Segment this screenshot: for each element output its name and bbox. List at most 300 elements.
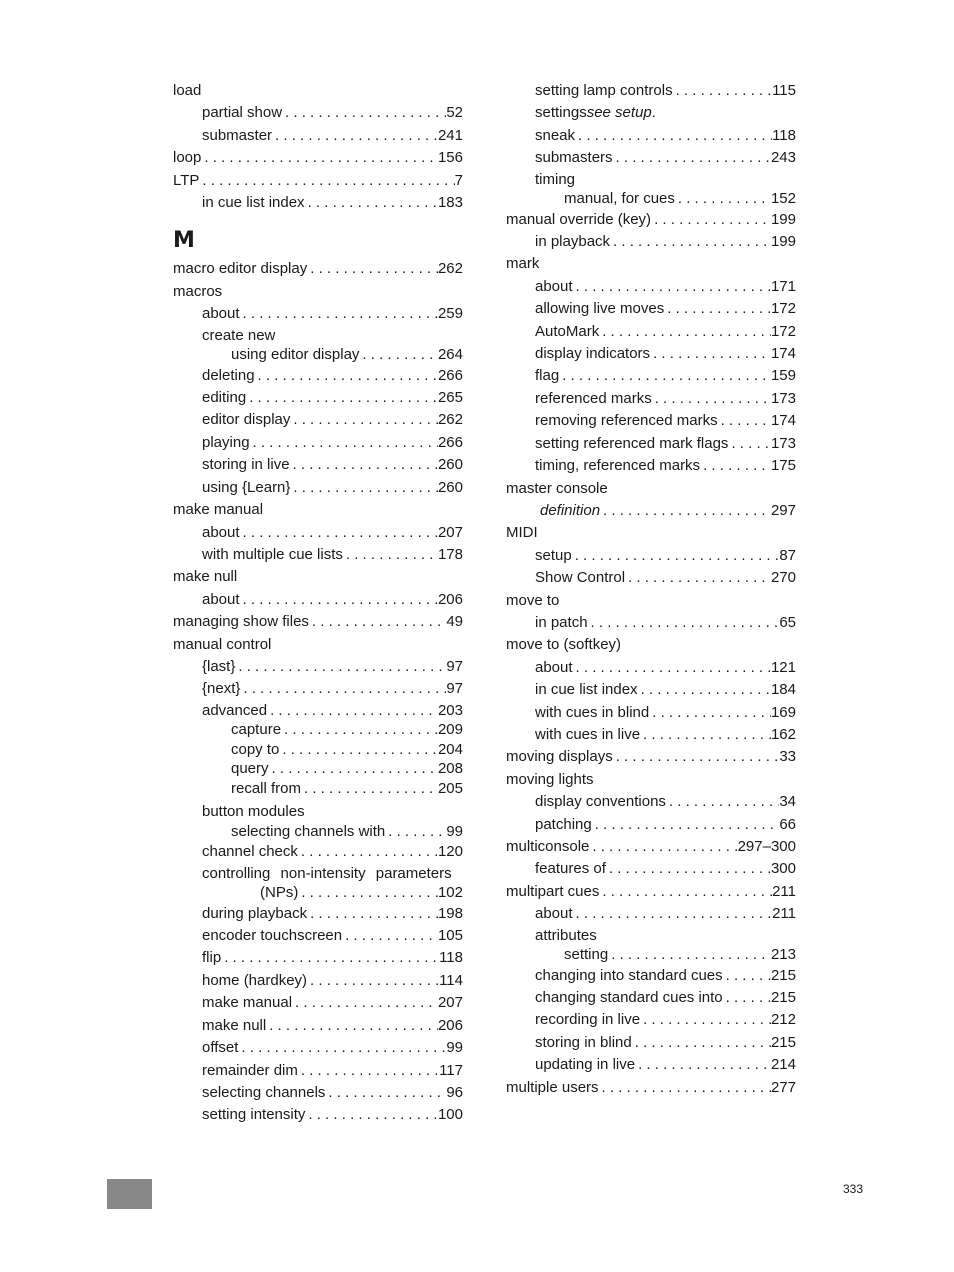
dot-leader bbox=[573, 903, 773, 925]
index-term: flag bbox=[535, 367, 560, 385]
index-term: in patch bbox=[535, 613, 588, 631]
index-subentry bbox=[506, 365, 796, 387]
dot-leader bbox=[246, 387, 438, 409]
page-reference: 152 bbox=[770, 190, 796, 208]
page-reference: 211 bbox=[772, 882, 796, 900]
index-entry bbox=[173, 634, 463, 656]
index-term: Show Control bbox=[535, 569, 626, 587]
index-subentry bbox=[506, 1009, 796, 1031]
index-term: move to bbox=[506, 591, 560, 609]
page-reference: 209 bbox=[437, 721, 463, 739]
page-reference: 199 bbox=[770, 210, 796, 228]
page-reference: 118 bbox=[772, 126, 796, 144]
page-reference: 241 bbox=[437, 126, 463, 144]
index-term: recall from bbox=[231, 779, 302, 797]
page-reference: 199 bbox=[770, 233, 796, 251]
index-term: setting lamp controls bbox=[535, 82, 673, 99]
dot-leader bbox=[599, 881, 772, 903]
index-subentry bbox=[173, 822, 463, 842]
index-subentry bbox=[173, 970, 463, 992]
dot-leader bbox=[342, 925, 438, 947]
page-reference: 198 bbox=[437, 904, 463, 922]
dot-leader bbox=[279, 740, 438, 760]
index-subentry bbox=[173, 992, 463, 1014]
page-reference: 174 bbox=[770, 412, 796, 430]
dot-leader bbox=[589, 836, 737, 858]
index-term: manual, for cues bbox=[564, 190, 675, 208]
page-reference: 156 bbox=[437, 149, 463, 167]
index-term: allowing live moves bbox=[535, 300, 665, 318]
page-reference: 265 bbox=[437, 389, 463, 407]
index-term: about bbox=[535, 277, 573, 295]
page-reference: 208 bbox=[437, 760, 463, 778]
index-term: master console bbox=[506, 479, 608, 497]
index-subentry bbox=[173, 759, 463, 779]
dot-leader bbox=[307, 903, 438, 925]
dot-leader bbox=[272, 125, 438, 147]
index-term: using {Learn} bbox=[202, 478, 291, 496]
page-reference: 52 bbox=[446, 104, 463, 122]
page-reference: 120 bbox=[437, 843, 463, 861]
index-term: multipart cues bbox=[506, 882, 600, 900]
dot-leader bbox=[325, 1082, 446, 1104]
index-term: managing show files bbox=[173, 613, 309, 631]
dot-leader bbox=[592, 814, 780, 836]
index-subentry bbox=[173, 925, 463, 947]
index-term: during playback bbox=[202, 904, 308, 922]
index-subentry bbox=[506, 657, 796, 679]
index-entry bbox=[506, 253, 796, 275]
index-term: about bbox=[535, 905, 573, 923]
dot-leader bbox=[673, 80, 773, 102]
page-reference: 100 bbox=[437, 1106, 463, 1124]
page-reference: 178 bbox=[437, 545, 463, 563]
page-reference: 7 bbox=[454, 171, 463, 189]
index-subentry bbox=[173, 779, 463, 799]
index-subentry bbox=[173, 903, 463, 925]
dot-leader bbox=[250, 432, 438, 454]
dot-leader bbox=[625, 567, 771, 589]
index-term: submaster bbox=[202, 126, 273, 144]
index-term: {last} bbox=[202, 657, 236, 675]
dot-leader bbox=[240, 522, 438, 544]
dot-leader bbox=[588, 612, 780, 634]
index-term: manual control bbox=[173, 635, 272, 653]
index-subentry bbox=[173, 1037, 463, 1059]
dot-leader bbox=[700, 455, 771, 477]
index-subentry bbox=[506, 987, 796, 1009]
dot-leader bbox=[651, 209, 771, 231]
index-subentry bbox=[506, 903, 796, 925]
page-reference: 173 bbox=[770, 434, 796, 452]
dot-leader bbox=[723, 987, 771, 1009]
page-reference: 96 bbox=[446, 1083, 463, 1101]
index-term: loop bbox=[173, 149, 202, 167]
dot-leader bbox=[307, 258, 438, 280]
index-term: make manual bbox=[202, 994, 293, 1012]
index-entry bbox=[506, 881, 796, 903]
dot-leader bbox=[385, 822, 446, 842]
index-subentry bbox=[506, 500, 796, 522]
index-entry bbox=[173, 258, 463, 280]
dot-leader bbox=[718, 410, 771, 432]
dot-leader bbox=[221, 947, 439, 969]
index-subentry bbox=[506, 80, 796, 102]
page-number: 333 bbox=[843, 1182, 864, 1196]
index-term: in playback bbox=[535, 233, 611, 251]
dot-leader bbox=[292, 992, 438, 1014]
index-term: setup bbox=[535, 546, 572, 564]
index-subentry bbox=[506, 433, 796, 455]
dot-leader bbox=[728, 433, 771, 455]
index-subentry bbox=[173, 303, 463, 325]
index-subentry bbox=[173, 1082, 463, 1104]
dot-leader bbox=[650, 343, 771, 365]
dot-leader bbox=[281, 720, 438, 740]
page-reference: 105 bbox=[437, 927, 463, 945]
index-subentry bbox=[506, 1054, 796, 1076]
index-term: MIDI bbox=[506, 524, 538, 542]
dot-leader bbox=[613, 746, 780, 768]
page-reference: 214 bbox=[770, 1056, 796, 1074]
footer-tab bbox=[107, 1179, 152, 1209]
dot-leader bbox=[290, 409, 438, 431]
index-term: editor display bbox=[202, 411, 291, 429]
index-term: moving lights bbox=[506, 770, 594, 788]
dot-leader bbox=[290, 477, 438, 499]
index-subentry bbox=[173, 432, 463, 454]
page-reference: 212 bbox=[770, 1011, 796, 1029]
index-term: make null bbox=[173, 568, 238, 586]
index-term: channel check bbox=[202, 843, 298, 861]
index-subentry bbox=[506, 945, 796, 965]
index-subentry bbox=[173, 1015, 463, 1037]
cross-reference-punct: . bbox=[651, 104, 656, 122]
dot-leader bbox=[269, 759, 438, 779]
index-term: {next} bbox=[202, 680, 241, 698]
index-term: timing, referenced marks bbox=[535, 457, 701, 475]
page-reference: 260 bbox=[437, 456, 463, 474]
dot-leader bbox=[240, 678, 446, 700]
page-reference: 172 bbox=[770, 322, 796, 340]
index-term: moving displays bbox=[506, 748, 613, 766]
index-column-left bbox=[173, 80, 463, 1127]
dot-leader bbox=[235, 656, 446, 678]
index-subentry bbox=[506, 1032, 796, 1054]
page-reference: 184 bbox=[770, 681, 796, 699]
index-term: attributes bbox=[535, 926, 597, 944]
index-entry bbox=[506, 769, 796, 791]
index-subentry bbox=[506, 455, 796, 477]
dot-leader bbox=[309, 611, 446, 633]
page-reference: 115 bbox=[772, 82, 796, 99]
index-subentry bbox=[506, 298, 796, 320]
index-entry bbox=[173, 566, 463, 588]
index-term: changing into standard cues bbox=[535, 966, 723, 984]
dot-leader bbox=[613, 147, 771, 169]
index-term: setting bbox=[564, 946, 609, 964]
index-term: submasters bbox=[535, 149, 613, 167]
page-reference: 260 bbox=[437, 478, 463, 496]
index-subentry bbox=[173, 740, 463, 760]
index-term: timing bbox=[535, 170, 576, 188]
dot-leader bbox=[201, 147, 438, 169]
index-term: encoder touchscreen bbox=[202, 927, 343, 945]
index-entry bbox=[173, 170, 463, 192]
index-subentry bbox=[506, 926, 796, 946]
page-reference: 207 bbox=[437, 994, 463, 1012]
page-reference: 66 bbox=[779, 815, 796, 833]
dot-leader bbox=[666, 791, 779, 813]
index-subentry bbox=[173, 522, 463, 544]
index-term: definition bbox=[540, 501, 601, 519]
dot-leader bbox=[573, 276, 771, 298]
index-subentry bbox=[173, 678, 463, 700]
index-subentry bbox=[173, 365, 463, 387]
index-subentry bbox=[506, 231, 796, 253]
page-reference: 65 bbox=[779, 613, 796, 631]
index-term: remainder dim bbox=[202, 1061, 298, 1079]
index-entry bbox=[173, 611, 463, 633]
dot-leader bbox=[640, 724, 771, 746]
dot-leader bbox=[343, 544, 438, 566]
dot-leader bbox=[600, 500, 771, 522]
page-reference: 173 bbox=[770, 389, 796, 407]
index-subentry bbox=[173, 326, 463, 346]
page-reference: 174 bbox=[770, 345, 796, 363]
dot-leader bbox=[282, 102, 446, 124]
index-entry bbox=[506, 634, 796, 656]
dot-leader bbox=[649, 702, 771, 724]
index-subentry bbox=[173, 477, 463, 499]
index-term: create new bbox=[202, 326, 276, 344]
index-subentry bbox=[506, 189, 796, 209]
index-term: macros bbox=[173, 282, 223, 300]
index-subentry bbox=[173, 387, 463, 409]
dot-leader bbox=[305, 192, 438, 214]
index-term: updating in live bbox=[535, 1056, 636, 1074]
index-term: setting intensity bbox=[202, 1106, 306, 1124]
index-subentry bbox=[173, 864, 463, 884]
index-term: setting referenced mark flags bbox=[535, 434, 729, 452]
index-term: with cues in blind bbox=[535, 703, 650, 721]
dot-leader bbox=[267, 701, 438, 721]
index-term: in cue list index bbox=[202, 194, 305, 212]
page-reference: 169 bbox=[770, 703, 796, 721]
index-term: partial show bbox=[202, 104, 283, 122]
index-term: make manual bbox=[173, 501, 264, 519]
page-reference: 213 bbox=[770, 946, 796, 964]
page-reference: 183 bbox=[437, 194, 463, 212]
page-reference: 262 bbox=[437, 411, 463, 429]
page-reference: 34 bbox=[779, 793, 796, 811]
page-reference: 215 bbox=[770, 989, 796, 1007]
index-term: selecting channels bbox=[202, 1083, 326, 1101]
dot-leader bbox=[632, 1032, 771, 1054]
index-subentry bbox=[173, 1060, 463, 1082]
page-reference: 99 bbox=[446, 822, 463, 840]
index-term: patching bbox=[535, 815, 592, 833]
index-subentry bbox=[173, 192, 463, 214]
index-term: about bbox=[202, 590, 240, 608]
dot-leader bbox=[573, 657, 771, 679]
index-term: display conventions bbox=[535, 793, 666, 811]
index-term: changing standard cues into bbox=[535, 989, 723, 1007]
index-term: removing referenced marks bbox=[535, 412, 718, 430]
index-term: advanced bbox=[202, 701, 268, 719]
index-term: load bbox=[173, 82, 202, 99]
index-term: controlling non-intensity parameters bbox=[202, 864, 452, 882]
index-term: sneak bbox=[535, 126, 576, 144]
index-term: (NPs) bbox=[260, 884, 299, 902]
dot-leader bbox=[723, 965, 771, 987]
cross-reference: see setup bbox=[586, 104, 652, 122]
dot-leader bbox=[599, 1077, 771, 1099]
index-subentry bbox=[506, 102, 796, 124]
dot-leader bbox=[638, 679, 771, 701]
index-subentry bbox=[506, 343, 796, 365]
page-reference: 118 bbox=[439, 949, 463, 967]
index-subentry bbox=[506, 814, 796, 836]
index-entry bbox=[506, 590, 796, 612]
page-reference: 121 bbox=[770, 658, 796, 676]
dot-leader bbox=[240, 303, 438, 325]
index-term: mark bbox=[506, 255, 540, 273]
index-entry bbox=[173, 281, 463, 303]
page-reference: 175 bbox=[770, 457, 796, 475]
index-subentry bbox=[506, 567, 796, 589]
index-term: with multiple cue lists bbox=[202, 545, 343, 563]
dot-leader bbox=[572, 545, 780, 567]
index-subentry bbox=[173, 1104, 463, 1126]
dot-leader bbox=[575, 125, 772, 147]
dot-leader bbox=[298, 1060, 439, 1082]
dot-leader bbox=[675, 189, 771, 209]
page-reference: 33 bbox=[779, 748, 796, 766]
index-subentry bbox=[506, 170, 796, 190]
page-reference: 162 bbox=[770, 725, 796, 743]
dot-leader bbox=[610, 231, 771, 253]
index-term: selecting channels with bbox=[231, 822, 386, 840]
page-reference: 266 bbox=[437, 366, 463, 384]
dot-leader bbox=[305, 1104, 438, 1126]
index-subentry bbox=[506, 612, 796, 634]
index-term: editing bbox=[202, 389, 247, 407]
page-reference: 171 bbox=[770, 277, 796, 295]
index-term: macro editor display bbox=[173, 260, 308, 278]
dot-leader bbox=[199, 170, 454, 192]
dot-leader bbox=[640, 1009, 771, 1031]
index-term: settings bbox=[535, 104, 587, 122]
page-reference: 215 bbox=[770, 1033, 796, 1051]
page-reference: 243 bbox=[770, 149, 796, 167]
dot-leader bbox=[606, 858, 771, 880]
index-term: storing in blind bbox=[535, 1033, 632, 1051]
page-reference: 205 bbox=[437, 779, 463, 797]
page-reference: 259 bbox=[437, 305, 463, 323]
dot-leader bbox=[240, 589, 438, 611]
index-column-right bbox=[506, 80, 796, 1099]
dot-leader bbox=[290, 454, 438, 476]
page-reference: 172 bbox=[770, 300, 796, 318]
index-term: recording in live bbox=[535, 1011, 641, 1029]
index-term: storing in live bbox=[202, 456, 290, 474]
index-subentry bbox=[173, 125, 463, 147]
index-subentry bbox=[173, 544, 463, 566]
index-term: multiconsole bbox=[506, 838, 590, 855]
dot-leader bbox=[298, 841, 438, 863]
index-term: copy to bbox=[231, 740, 280, 758]
page-reference: 97 bbox=[446, 657, 463, 675]
dot-leader bbox=[635, 1054, 771, 1076]
index-term: playing bbox=[202, 433, 250, 451]
index-subentry bbox=[506, 724, 796, 746]
index-term: LTP bbox=[173, 171, 200, 189]
index-term: with cues in live bbox=[535, 725, 641, 743]
index-subentry bbox=[173, 102, 463, 124]
dot-leader bbox=[266, 1015, 438, 1037]
index-entry bbox=[506, 836, 796, 858]
index-term: deleting bbox=[202, 366, 255, 384]
page-reference: 266 bbox=[437, 433, 463, 451]
dot-leader bbox=[298, 883, 438, 903]
index-subentry bbox=[506, 702, 796, 724]
dot-leader bbox=[652, 388, 771, 410]
dot-leader bbox=[238, 1037, 446, 1059]
page-reference: 270 bbox=[770, 569, 796, 587]
index-term: offset bbox=[202, 1039, 239, 1057]
index-subentry bbox=[506, 388, 796, 410]
index-subentry bbox=[173, 947, 463, 969]
page-reference: 206 bbox=[437, 1016, 463, 1034]
index-entry bbox=[506, 1077, 796, 1099]
index-entry bbox=[173, 147, 463, 169]
page-reference: 203 bbox=[437, 701, 463, 719]
index-term: referenced marks bbox=[535, 389, 652, 407]
index-subentry bbox=[173, 409, 463, 431]
page-reference: 204 bbox=[437, 740, 463, 758]
index-subentry bbox=[173, 883, 463, 903]
page-reference: 264 bbox=[437, 346, 463, 364]
index-subentry bbox=[506, 791, 796, 813]
index-subentry bbox=[506, 125, 796, 147]
index-subentry bbox=[173, 589, 463, 611]
index-subentry bbox=[173, 720, 463, 740]
index-subentry bbox=[173, 841, 463, 863]
index-term: manual override (key) bbox=[506, 210, 652, 228]
index-entry bbox=[506, 746, 796, 768]
page-reference: 102 bbox=[437, 884, 463, 902]
index-term: make null bbox=[202, 1016, 267, 1034]
page-reference: 207 bbox=[437, 523, 463, 541]
index-term: move to (softkey) bbox=[506, 636, 622, 654]
index-subentry bbox=[173, 802, 463, 822]
dot-leader bbox=[599, 321, 771, 343]
page-reference: 114 bbox=[439, 971, 463, 989]
page-reference: 87 bbox=[779, 546, 796, 564]
index-subentry bbox=[506, 965, 796, 987]
index-subentry bbox=[506, 410, 796, 432]
index-term: button modules bbox=[202, 803, 305, 821]
page-reference: 215 bbox=[770, 966, 796, 984]
index-entry bbox=[173, 80, 463, 102]
page-reference: 211 bbox=[772, 905, 796, 923]
index-entry bbox=[506, 478, 796, 500]
index-subentry bbox=[506, 545, 796, 567]
page-reference: 99 bbox=[446, 1039, 463, 1057]
index-term: about bbox=[202, 305, 240, 323]
page-reference: 49 bbox=[446, 613, 463, 631]
